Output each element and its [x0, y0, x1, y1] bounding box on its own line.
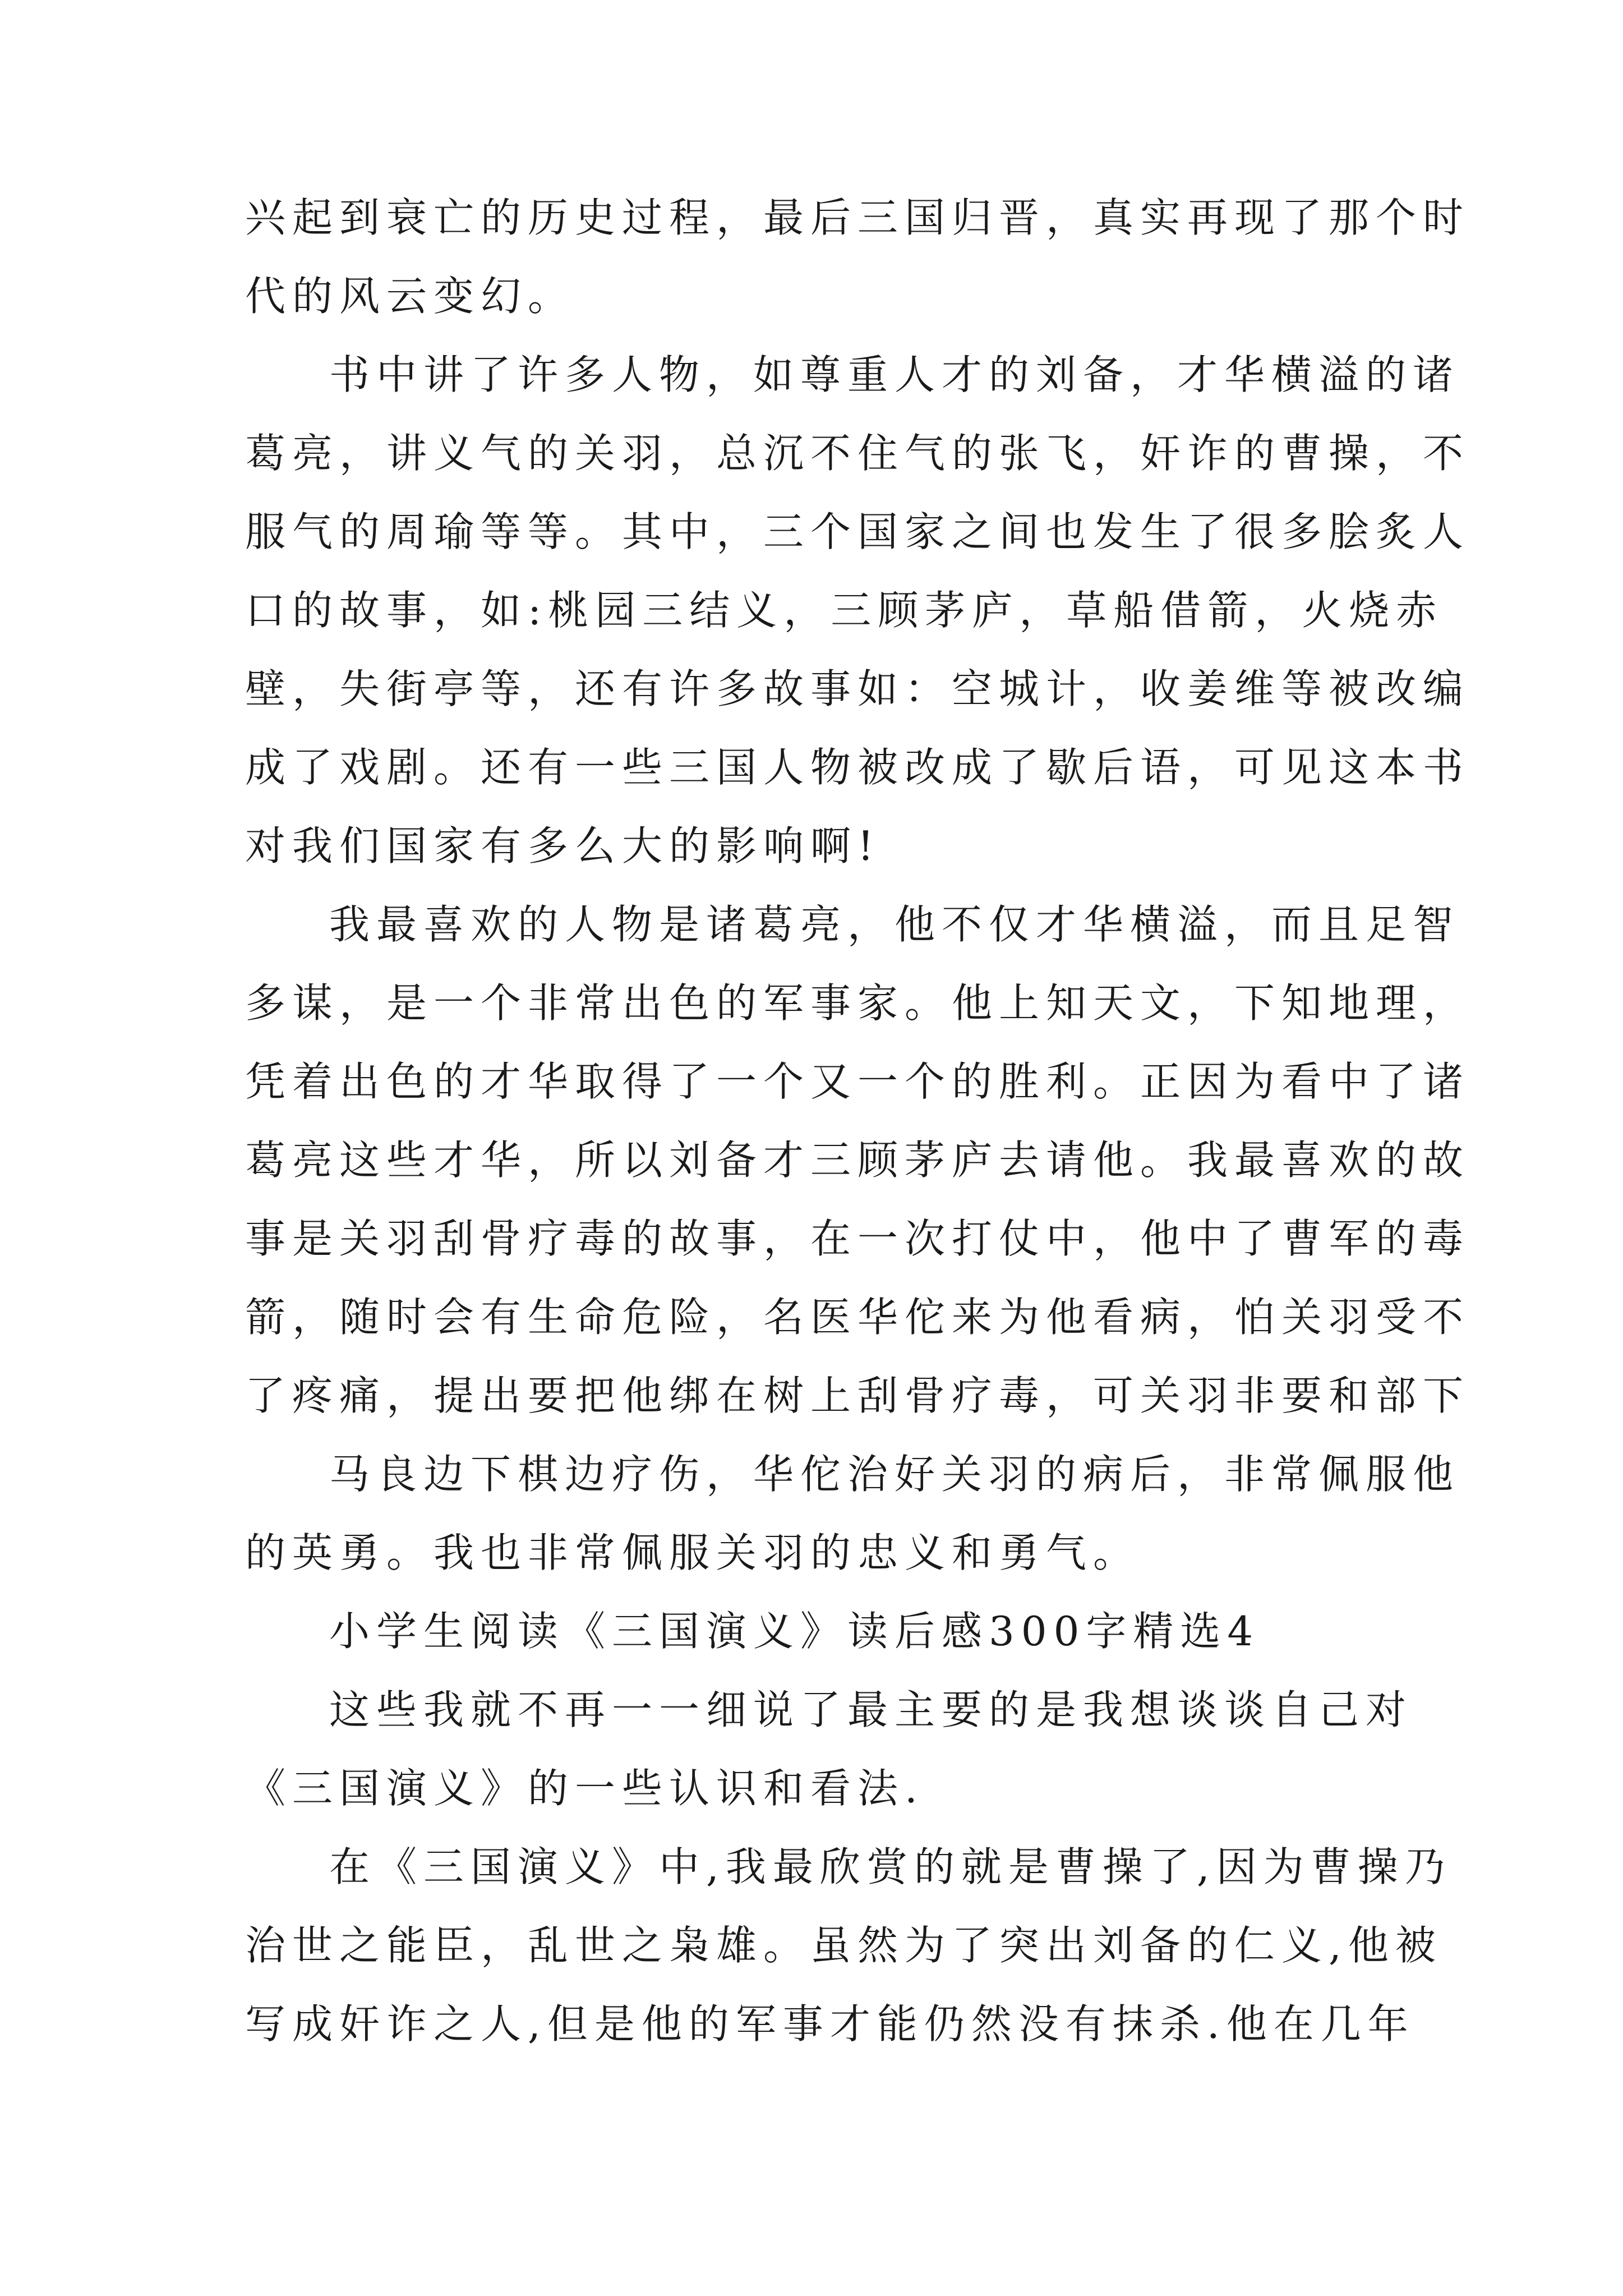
text-line: 多谋，是一个非常出色的军事家。他上知天文，下知地理，: [245, 979, 1470, 1027]
text-line: 这些我就不再一一细说了最主要的是我想谈谈自己对: [329, 1686, 1413, 1733]
body-text: [245, 178, 1470, 2063]
text-line: 书中讲了许多人物，如尊重人才的刘备，才华横溢的诸: [329, 351, 1460, 398]
text-line: 葛亮这些才华，所以刘备才三顾茅庐去请他。我最喜欢的故: [245, 1137, 1470, 1184]
text-line: 在《三国演义》中,我最欣赏的就是曹操了,因为曹操乃: [329, 1843, 1452, 1890]
text-line: 服气的周瑜等等。其中，三个国家之间也发生了很多脍炙人: [245, 508, 1470, 555]
text-line: 口的故事，如:桃园三结义，三顾茅庐，草船借箭，火烧赤: [245, 587, 1444, 634]
text-line: 箭，随时会有生命危险，名医华佗来为他看病，怕关羽受不: [245, 1294, 1470, 1341]
text-line: 成了戏剧。还有一些三国人物被改成了歇后语，可见这本书: [245, 744, 1470, 791]
text-line: 治世之能臣，乱世之枭雄。虽然为了突出刘备的仁义,他被: [245, 1922, 1442, 1969]
text-line: 的英勇。我也非常佩服关羽的忠义和勇气。: [245, 1529, 1141, 1576]
text-line: 凭着出色的才华取得了一个又一个的胜利。正因为看中了诸: [245, 1058, 1470, 1105]
text-line: 壁，失街亭等，还有许多故事如：空城计，收姜维等被改编: [245, 665, 1470, 712]
text-line: 我最喜欢的人物是诸葛亮，他不仅才华横溢，而且足智: [329, 901, 1460, 948]
section-heading: 小学生阅读《三国演义》读后感300字精选4: [329, 1608, 1260, 1655]
text-line: 事是关羽刮骨疗毒的故事，在一次打仗中，他中了曹军的毒: [245, 1215, 1470, 1262]
text-line: 代的风云变幻。: [245, 273, 575, 320]
text-line: 《三国演义》的一些认识和看法.: [245, 1765, 924, 1812]
text-line: 写成奸诈之人,但是他的军事才能仍然没有抹杀.他在几年: [245, 2000, 1415, 2047]
text-line: 葛亮，讲义气的关羽，总沉不住气的张飞，奸诈的曹操，不: [245, 430, 1470, 477]
text-line: 兴起到衰亡的历史过程，最后三国归晋，真实再现了那个时: [245, 194, 1470, 241]
text-line: 对我们国家有多么大的影响啊!: [245, 822, 880, 869]
text-line: 了疼痛，提出要把他绑在树上刮骨疗毒，可关羽非要和部下: [245, 1372, 1470, 1419]
text-line: 马良边下棋边疗伤，华佗治好关羽的病后，非常佩服他: [329, 1451, 1460, 1498]
